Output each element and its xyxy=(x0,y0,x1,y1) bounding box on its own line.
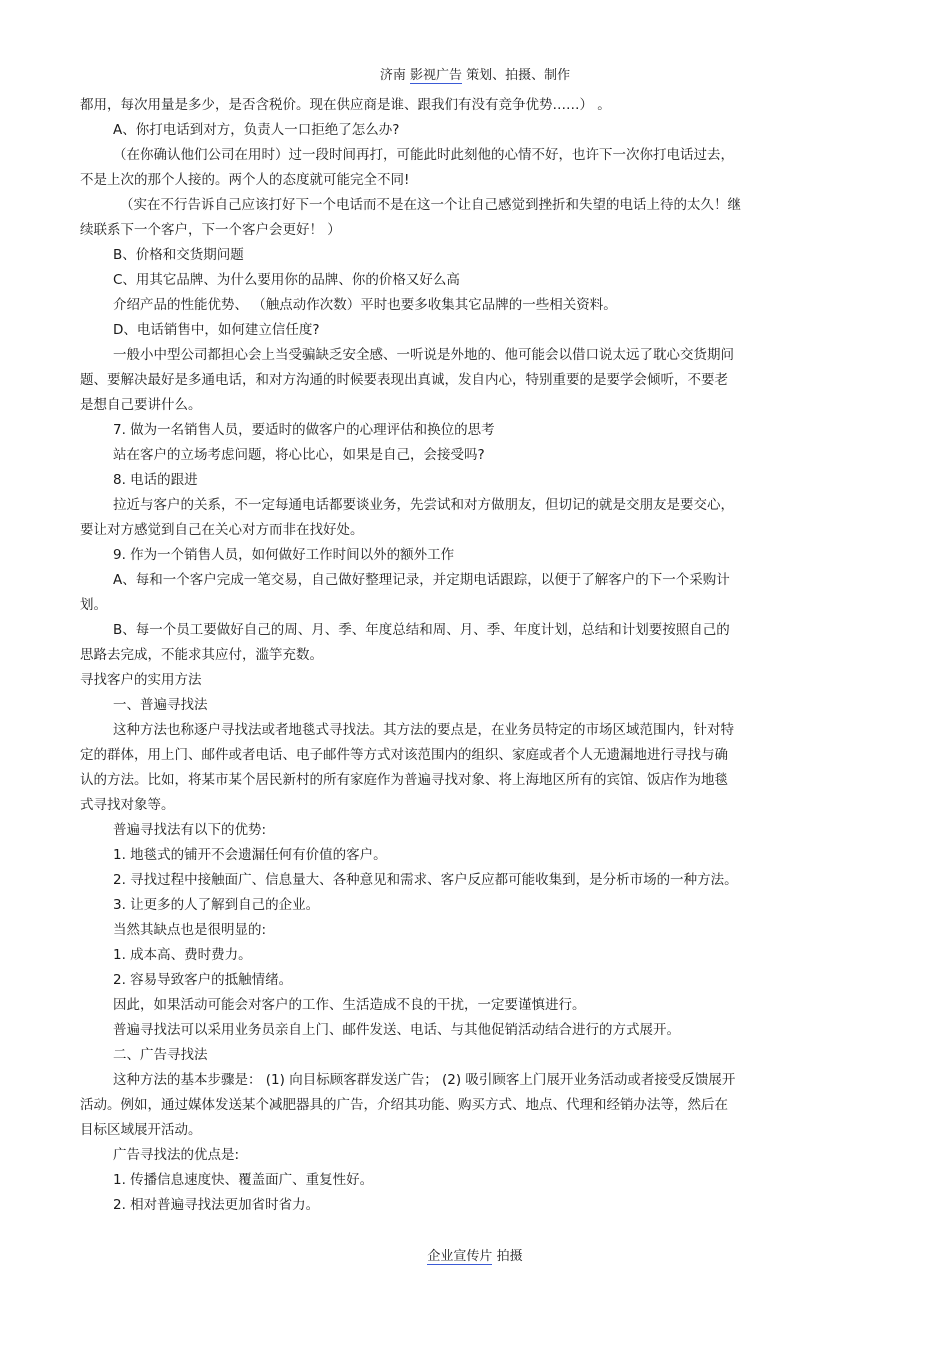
text-line: 二、广告寻找法 xyxy=(113,1047,208,1063)
text-line: 续联系下一个客户，下一个客户会更好！ ） xyxy=(80,222,341,238)
header-part1: 济南 xyxy=(379,68,406,83)
text-line: 2. 容易导致客户的抵触情绪。 xyxy=(113,972,293,988)
text-line: 2. 相对普遍寻找法更加省时省力。 xyxy=(113,1197,320,1213)
text-line: 都用，每次用量是多少，是否含税价。现在供应商是谁、跟我们有没有竞争优势……） 。 xyxy=(80,97,611,113)
header-link[interactable]: 影视广告 xyxy=(409,68,462,83)
text-line: 当然其缺点也是很明显的: xyxy=(113,922,267,938)
text-line: 9. 作为一个销售人员，如何做好工作时间以外的额外工作 xyxy=(113,547,455,563)
text-line: 题、要解决最好是多通电话，和对方沟通的时候要表现出真诚，发自内心，特别重要的是要学会倾听，不要老 xyxy=(80,372,728,388)
text-line: 普遍寻找法有以下的优势: xyxy=(113,822,267,838)
text-line: B、每一个员工要做好自己的周、月、季、年度总结和周、月、季、年度计划，总结和计划要按照自己的 xyxy=(113,622,730,638)
text-line: 定的群体，用上门、邮件或者电话、电子邮件等方式对该范围内的组织、家庭或者个人无遗漏地进行寻找与确 xyxy=(80,747,728,763)
footer-link[interactable]: 企业宣传片 xyxy=(427,1249,493,1264)
text-line: 1. 传播信息速度快、覆盖面广、重复性好。 xyxy=(113,1172,374,1188)
text-line: 一般小中型公司都担心会上当受骗缺乏安全感、一听说是外地的、他可能会以借口说太远了耽心交货期问 xyxy=(113,347,734,363)
text-line: 式寻找对象等。 xyxy=(80,797,175,813)
text-line: 划。 xyxy=(80,597,107,613)
text-line: 2. 寻找过程中接触面广、信息量大、各种意见和需求、客户反应都可能收集到，是分析市场的一种方法。 xyxy=(113,872,738,888)
text-line: 拉近与客户的关系，不一定每通电话都要谈业务，先尝试和对方做朋友，但切记的就是交朋友是要交心， xyxy=(113,497,734,513)
text-line: 思路去完成，不能求其应付，滥竽充数。 xyxy=(80,647,323,663)
text-line: 站在客户的立场考虑问题，将心比心，如果是自己，会接受吗? xyxy=(113,447,485,463)
text-line: 寻找客户的实用方法 xyxy=(80,672,202,688)
text-line: 普遍寻找法可以采用业务员亲自上门、邮件发送、电话、与其他促销活动结合进行的方式展开。 xyxy=(113,1022,680,1038)
text-line: 不是上次的那个人接的。两个人的态度就可能完全不同! xyxy=(80,172,410,188)
text-line: 7. 做为一名销售人员，要适时的做客户的心理评估和换位的思考 xyxy=(113,422,495,438)
document-body xyxy=(80,93,870,1218)
footer-part2: 拍摄 xyxy=(496,1249,523,1264)
text-line: A、你打电话到对方，负责人一口拒绝了怎么办? xyxy=(113,122,400,138)
text-line: 目标区域展开活动。 xyxy=(80,1122,202,1138)
text-line: 介绍产品的性能优势、 （触点动作次数）平时也要多收集其它品牌的一些相关资料。 xyxy=(113,297,617,313)
text-line: 一、普遍寻找法 xyxy=(113,697,208,713)
text-line: 认的方法。比如，将某市某个居民新村的所有家庭作为普遍寻找对象、将上海地区所有的宾馆、饭店作为地毯 xyxy=(80,772,728,788)
text-line: 8. 电话的跟进 xyxy=(113,472,198,488)
text-line: 这种方法的基本步骤是： (1) 向目标顾客群发送广告； (2) 吸引顾客上门展开业务活动或者接受反馈展开 xyxy=(113,1072,736,1088)
text-line: C、用其它品牌、为什么要用你的品牌、你的价格又好么高 xyxy=(113,272,460,288)
text-line: 要让对方感觉到自己在关心对方而非在找好处。 xyxy=(80,522,364,538)
page-footer xyxy=(0,1248,950,1266)
text-line: （在你确认他们公司在用时）过一段时间再打，可能此时此刻他的心情不好，也许下一次你打电话过去， xyxy=(113,147,734,163)
text-line: 广告寻找法的优点是: xyxy=(113,1147,240,1163)
text-line: 1. 成本高、费时费力。 xyxy=(113,947,252,963)
text-line: B、价格和交货期问题 xyxy=(113,247,244,263)
text-line: 3. 让更多的人了解到自己的企业。 xyxy=(113,897,320,913)
text-line: D、电话销售中，如何建立信任度? xyxy=(113,322,320,338)
page-header xyxy=(0,67,950,85)
text-line: 是想自己要讲什么。 xyxy=(80,397,202,413)
text-line: （实在不行告诉自己应该打好下一个电话而不是在这一个让自己感觉到挫折和失望的电话上待的太久！继 xyxy=(120,197,741,213)
header-part2: 策划、拍摄、制作 xyxy=(466,68,571,83)
text-line: 1. 地毯式的铺开不会遗漏任何有价值的客户。 xyxy=(113,847,387,863)
text-line: 因此，如果活动可能会对客户的工作、生活造成不良的干扰，一定要谨慎进行。 xyxy=(113,997,586,1013)
text-line: 这种方法也称逐户寻找法或者地毯式寻找法。其方法的要点是，在业务员特定的市场区域范围内，针对特 xyxy=(113,722,734,738)
text-line: A、每和一个客户完成一笔交易，自己做好整理记录，并定期电话跟踪，以便于了解客户的下一个采购计 xyxy=(113,572,730,588)
text-line: 活动。例如，通过媒体发送某个减肥器具的广告，介绍其功能、购买方式、地点、代理和经销办法等，然后在 xyxy=(80,1097,728,1113)
